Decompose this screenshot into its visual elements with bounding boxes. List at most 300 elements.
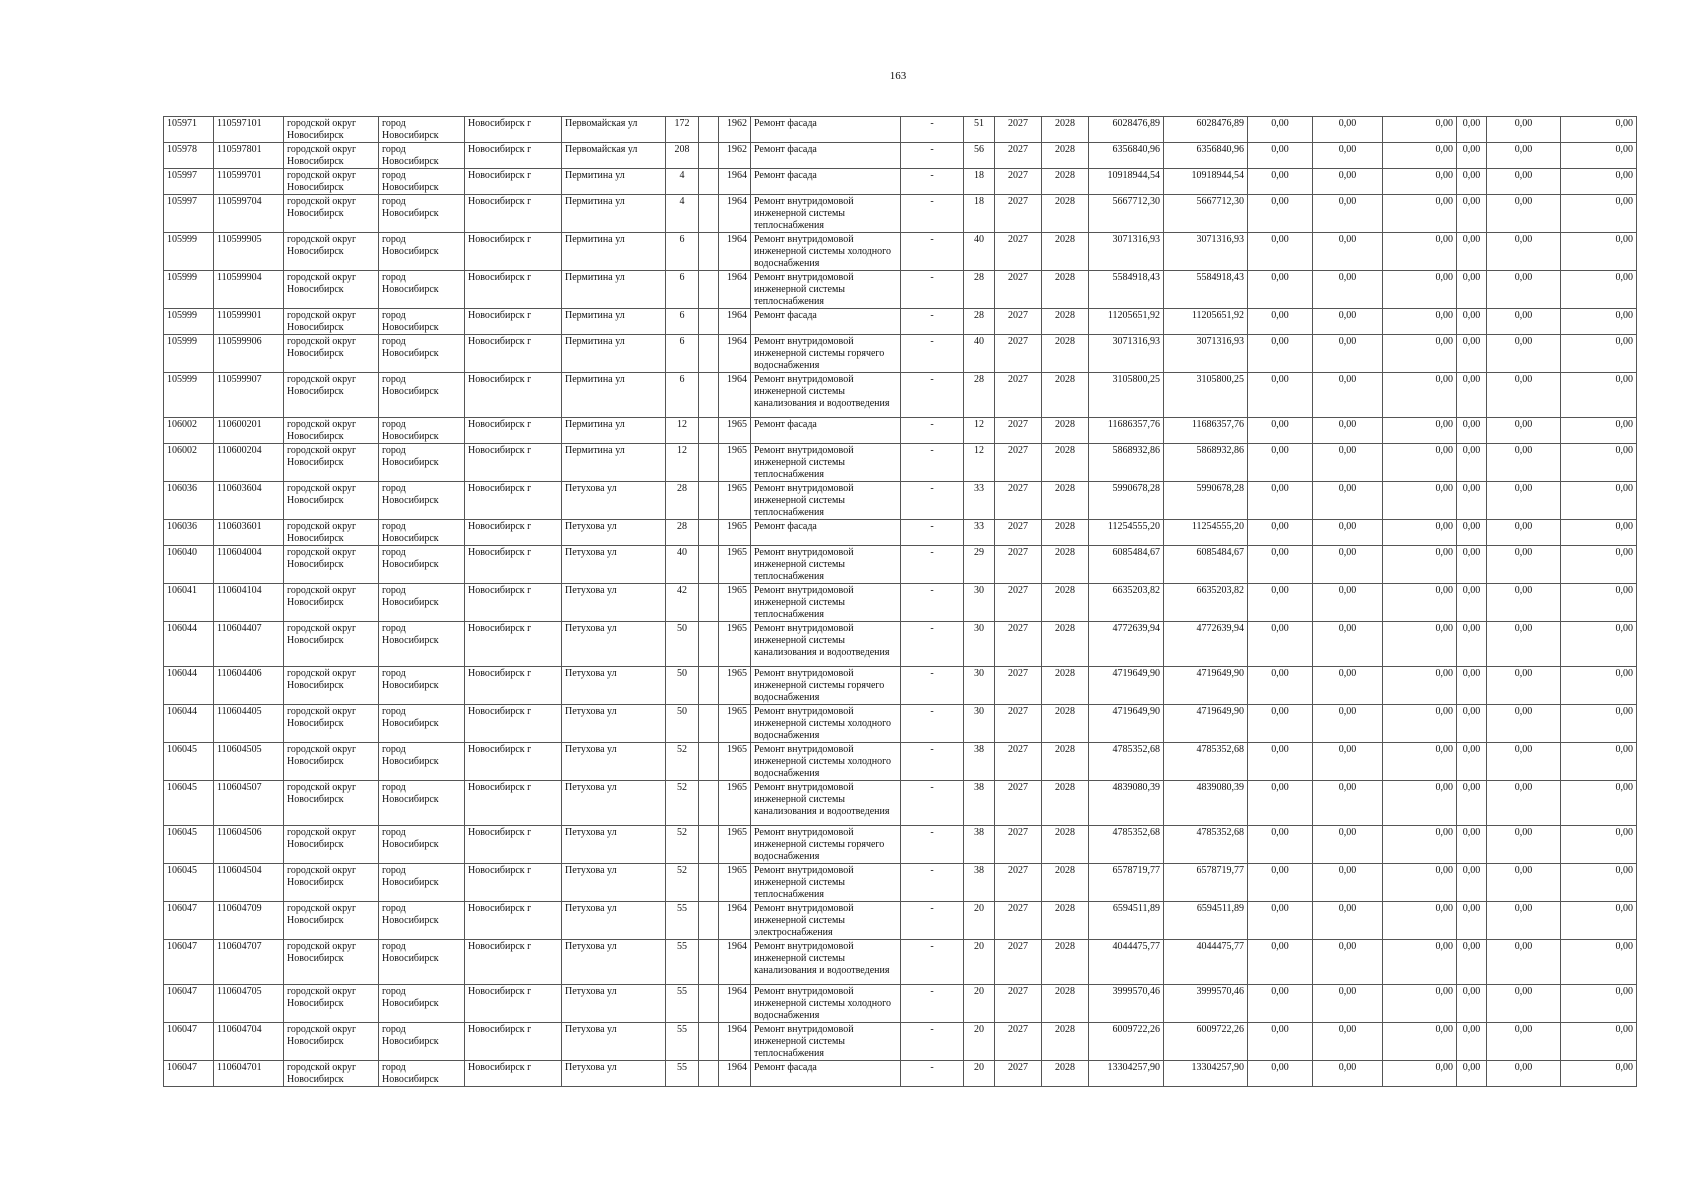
cell-build-year: 1964	[719, 1023, 751, 1061]
cell-city: Новосибирск г	[465, 1061, 562, 1087]
cell-house-id: 106045	[164, 864, 214, 902]
cell-cost-regional: 3999570,46	[1164, 985, 1248, 1023]
cell-work-type: Ремонт внутридомовой инженерной системы теплоснабжения	[751, 1023, 901, 1061]
cell-work-type: Ремонт внутридомовой инженерной системы теплоснабжения	[751, 271, 901, 309]
cell-build-year: 1964	[719, 195, 751, 233]
cell-cost-col-4: 0,00	[1457, 902, 1487, 940]
cell-build-year: 1965	[719, 520, 751, 546]
cell-cost-regional: 3105800,25	[1164, 373, 1248, 418]
cell-plan-start-year: 2027	[995, 667, 1042, 705]
cell-dash: -	[901, 271, 964, 309]
cell-street: Пермитина ул	[562, 418, 666, 444]
cell-cost-col-3: 0,00	[1383, 743, 1457, 781]
cell-work-id: 110604405	[214, 705, 284, 743]
cell-work-type: Ремонт внутридомовой инженерной системы теплоснабжения	[751, 195, 901, 233]
cell-house-number: 6	[666, 233, 699, 271]
cell-total-cost: 3999570,46	[1089, 985, 1164, 1023]
cell-cost-regional: 4772639,94	[1164, 622, 1248, 667]
cell-street: Пермитина ул	[562, 169, 666, 195]
cell-total-cost: 5584918,43	[1089, 271, 1164, 309]
cell-building	[699, 826, 719, 864]
cell-city: Новосибирск г	[465, 117, 562, 143]
cell-cost-col-3: 0,00	[1383, 781, 1457, 826]
cell-cost-col-4: 0,00	[1457, 169, 1487, 195]
cell-house-number: 55	[666, 940, 699, 985]
cell-total-cost: 11686357,76	[1089, 418, 1164, 444]
cell-house-number: 6	[666, 309, 699, 335]
cell-cost-col-3: 0,00	[1383, 667, 1457, 705]
cell-plan-end-year: 2028	[1042, 705, 1089, 743]
cell-cost-col-6: 0,00	[1561, 1023, 1637, 1061]
cell-cost-col-4: 0,00	[1457, 418, 1487, 444]
cell-plan-end-year: 2028	[1042, 826, 1089, 864]
cell-cost-col-3: 0,00	[1383, 169, 1457, 195]
page-number: 163	[889, 70, 907, 82]
cell-dash: -	[901, 117, 964, 143]
cell-house-id: 105999	[164, 233, 214, 271]
cell-wear-percent: 40	[964, 335, 995, 373]
cell-plan-end-year: 2028	[1042, 482, 1089, 520]
cell-cost-col-1: 0,00	[1248, 902, 1313, 940]
cell-cost-col-6: 0,00	[1561, 985, 1637, 1023]
cell-building	[699, 667, 719, 705]
cell-cost-col-1: 0,00	[1248, 1023, 1313, 1061]
cell-house-id: 106047	[164, 1061, 214, 1087]
cell-cost-col-3: 0,00	[1383, 233, 1457, 271]
cell-work-id: 110597101	[214, 117, 284, 143]
table-row	[164, 864, 1637, 902]
cell-house-number: 4	[666, 195, 699, 233]
cell-municipal-district: городской округ Новосибирск	[284, 622, 379, 667]
cell-wear-percent: 38	[964, 864, 995, 902]
cell-street: Первомайская ул	[562, 143, 666, 169]
cell-total-cost: 6578719,77	[1089, 864, 1164, 902]
cell-plan-start-year: 2027	[995, 584, 1042, 622]
cell-cost-col-6: 0,00	[1561, 195, 1637, 233]
cell-wear-percent: 30	[964, 584, 995, 622]
table-row	[164, 546, 1637, 584]
cell-cost-col-6: 0,00	[1561, 143, 1637, 169]
cell-house-id: 106044	[164, 667, 214, 705]
cell-municipal-district: городской округ Новосибирск	[284, 705, 379, 743]
cell-wear-percent: 28	[964, 373, 995, 418]
cell-cost-col-1: 0,00	[1248, 667, 1313, 705]
cell-plan-end-year: 2028	[1042, 233, 1089, 271]
cell-house-number: 52	[666, 743, 699, 781]
cell-settlement: город Новосибирск	[379, 195, 465, 233]
cell-street: Первомайская ул	[562, 117, 666, 143]
cell-cost-col-3: 0,00	[1383, 584, 1457, 622]
cell-street: Петухова ул	[562, 546, 666, 584]
cell-work-id: 110604705	[214, 985, 284, 1023]
cell-cost-col-3: 0,00	[1383, 940, 1457, 985]
cell-wear-percent: 56	[964, 143, 995, 169]
cell-plan-start-year: 2027	[995, 743, 1042, 781]
cell-cost-col-4: 0,00	[1457, 309, 1487, 335]
table-row	[164, 309, 1637, 335]
cell-cost-col-3: 0,00	[1383, 622, 1457, 667]
cell-settlement: город Новосибирск	[379, 482, 465, 520]
cell-cost-regional: 13304257,90	[1164, 1061, 1248, 1087]
cell-build-year: 1962	[719, 143, 751, 169]
cell-plan-start-year: 2027	[995, 985, 1042, 1023]
cell-municipal-district: городской округ Новосибирск	[284, 1061, 379, 1087]
cell-cost-col-6: 0,00	[1561, 444, 1637, 482]
cell-cost-regional: 6028476,89	[1164, 117, 1248, 143]
cell-municipal-district: городской округ Новосибирск	[284, 143, 379, 169]
cell-municipal-district: городской округ Новосибирск	[284, 743, 379, 781]
cell-cost-col-6: 0,00	[1561, 864, 1637, 902]
table-row	[164, 584, 1637, 622]
cell-house-number: 52	[666, 864, 699, 902]
cell-cost-col-6: 0,00	[1561, 373, 1637, 418]
cell-total-cost: 5990678,28	[1089, 482, 1164, 520]
cell-plan-end-year: 2028	[1042, 117, 1089, 143]
cell-plan-start-year: 2027	[995, 520, 1042, 546]
cell-work-id: 110604406	[214, 667, 284, 705]
cell-wear-percent: 30	[964, 667, 995, 705]
cell-street: Пермитина ул	[562, 373, 666, 418]
cell-cost-col-2: 0,00	[1313, 335, 1383, 373]
cell-cost-col-5: 0,00	[1487, 667, 1561, 705]
cell-house-id: 106040	[164, 546, 214, 584]
cell-cost-col-6: 0,00	[1561, 940, 1637, 985]
table-row	[164, 705, 1637, 743]
cell-wear-percent: 28	[964, 271, 995, 309]
cell-cost-col-1: 0,00	[1248, 309, 1313, 335]
cell-wear-percent: 33	[964, 520, 995, 546]
cell-dash: -	[901, 826, 964, 864]
cell-build-year: 1965	[719, 418, 751, 444]
cell-building	[699, 143, 719, 169]
cell-plan-start-year: 2027	[995, 373, 1042, 418]
cell-cost-regional: 11205651,92	[1164, 309, 1248, 335]
cell-building	[699, 743, 719, 781]
cell-city: Новосибирск г	[465, 940, 562, 985]
cell-cost-col-5: 0,00	[1487, 520, 1561, 546]
cell-cost-col-6: 0,00	[1561, 1061, 1637, 1087]
cell-total-cost: 6356840,96	[1089, 143, 1164, 169]
cell-build-year: 1964	[719, 169, 751, 195]
cell-cost-col-6: 0,00	[1561, 520, 1637, 546]
cell-building	[699, 482, 719, 520]
cell-building	[699, 169, 719, 195]
table-row	[164, 143, 1637, 169]
cell-street: Петухова ул	[562, 622, 666, 667]
cell-cost-col-3: 0,00	[1383, 826, 1457, 864]
cell-building	[699, 418, 719, 444]
cell-dash: -	[901, 667, 964, 705]
cell-house-id: 105997	[164, 169, 214, 195]
cell-cost-col-1: 0,00	[1248, 584, 1313, 622]
cell-municipal-district: городской округ Новосибирск	[284, 985, 379, 1023]
cell-house-number: 40	[666, 546, 699, 584]
cell-cost-col-4: 0,00	[1457, 520, 1487, 546]
cell-total-cost: 6009722,26	[1089, 1023, 1164, 1061]
cell-cost-col-2: 0,00	[1313, 373, 1383, 418]
cell-build-year: 1965	[719, 444, 751, 482]
cell-building	[699, 1061, 719, 1087]
cell-cost-col-1: 0,00	[1248, 864, 1313, 902]
cell-cost-col-4: 0,00	[1457, 271, 1487, 309]
cell-cost-col-2: 0,00	[1313, 309, 1383, 335]
cell-work-type: Ремонт фасада	[751, 1061, 901, 1087]
cell-cost-col-1: 0,00	[1248, 271, 1313, 309]
cell-municipal-district: городской округ Новосибирск	[284, 335, 379, 373]
cell-cost-col-3: 0,00	[1383, 373, 1457, 418]
cell-street: Петухова ул	[562, 705, 666, 743]
cell-house-number: 12	[666, 444, 699, 482]
cell-wear-percent: 20	[964, 1023, 995, 1061]
cell-plan-start-year: 2027	[995, 482, 1042, 520]
cell-cost-col-6: 0,00	[1561, 781, 1637, 826]
cell-dash: -	[901, 233, 964, 271]
cell-street: Петухова ул	[562, 902, 666, 940]
cell-wear-percent: 20	[964, 940, 995, 985]
cell-settlement: город Новосибирск	[379, 233, 465, 271]
cell-cost-col-6: 0,00	[1561, 902, 1637, 940]
cell-cost-col-6: 0,00	[1561, 622, 1637, 667]
cell-dash: -	[901, 444, 964, 482]
cell-work-type: Ремонт фасада	[751, 117, 901, 143]
cell-cost-col-1: 0,00	[1248, 335, 1313, 373]
cell-cost-col-4: 0,00	[1457, 546, 1487, 584]
cell-dash: -	[901, 373, 964, 418]
cell-cost-col-4: 0,00	[1457, 1061, 1487, 1087]
cell-cost-regional: 11254555,20	[1164, 520, 1248, 546]
table-row	[164, 520, 1637, 546]
cell-cost-col-1: 0,00	[1248, 705, 1313, 743]
cell-house-number: 50	[666, 705, 699, 743]
cell-wear-percent: 38	[964, 781, 995, 826]
cell-street: Петухова ул	[562, 482, 666, 520]
cell-total-cost: 6028476,89	[1089, 117, 1164, 143]
cell-work-id: 110599904	[214, 271, 284, 309]
cell-cost-col-3: 0,00	[1383, 195, 1457, 233]
cell-total-cost: 13304257,90	[1089, 1061, 1164, 1087]
cell-cost-col-5: 0,00	[1487, 826, 1561, 864]
cell-plan-end-year: 2028	[1042, 743, 1089, 781]
cell-cost-col-4: 0,00	[1457, 444, 1487, 482]
cell-street: Пермитина ул	[562, 335, 666, 373]
cell-house-number: 6	[666, 335, 699, 373]
cell-work-type: Ремонт внутридомовой инженерной системы холодного водоснабжения	[751, 985, 901, 1023]
cell-house-id: 105999	[164, 373, 214, 418]
cell-cost-col-1: 0,00	[1248, 169, 1313, 195]
cell-building	[699, 373, 719, 418]
table-row	[164, 335, 1637, 373]
cell-cost-col-5: 0,00	[1487, 335, 1561, 373]
cell-house-id: 106047	[164, 985, 214, 1023]
cell-city: Новосибирск г	[465, 781, 562, 826]
cell-plan-start-year: 2027	[995, 1023, 1042, 1061]
cell-cost-regional: 3071316,93	[1164, 233, 1248, 271]
cell-house-id: 106045	[164, 743, 214, 781]
cell-cost-col-6: 0,00	[1561, 309, 1637, 335]
cell-plan-end-year: 2028	[1042, 520, 1089, 546]
cell-cost-col-4: 0,00	[1457, 143, 1487, 169]
cell-municipal-district: городской округ Новосибирск	[284, 520, 379, 546]
cell-cost-regional: 5868932,86	[1164, 444, 1248, 482]
cell-total-cost: 4772639,94	[1089, 622, 1164, 667]
cell-street: Пермитина ул	[562, 233, 666, 271]
cell-house-id: 105999	[164, 309, 214, 335]
cell-cost-col-5: 0,00	[1487, 864, 1561, 902]
cell-dash: -	[901, 418, 964, 444]
cell-city: Новосибирск г	[465, 520, 562, 546]
cell-build-year: 1962	[719, 117, 751, 143]
cell-plan-end-year: 2028	[1042, 864, 1089, 902]
cell-cost-col-3: 0,00	[1383, 546, 1457, 584]
cell-plan-end-year: 2028	[1042, 667, 1089, 705]
table-body	[164, 117, 1637, 1087]
cell-cost-col-1: 0,00	[1248, 520, 1313, 546]
cell-build-year: 1965	[719, 546, 751, 584]
cell-cost-col-5: 0,00	[1487, 940, 1561, 985]
cell-city: Новосибирск г	[465, 444, 562, 482]
cell-cost-col-2: 0,00	[1313, 584, 1383, 622]
cell-work-type: Ремонт фасада	[751, 169, 901, 195]
cell-municipal-district: городской округ Новосибирск	[284, 1023, 379, 1061]
cell-cost-col-6: 0,00	[1561, 169, 1637, 195]
cell-cost-col-1: 0,00	[1248, 781, 1313, 826]
cell-plan-start-year: 2027	[995, 444, 1042, 482]
cell-cost-col-5: 0,00	[1487, 584, 1561, 622]
cell-building	[699, 985, 719, 1023]
cell-wear-percent: 30	[964, 622, 995, 667]
cell-work-id: 110599905	[214, 233, 284, 271]
cell-work-type: Ремонт внутридомовой инженерной системы канализования и водоотведения	[751, 373, 901, 418]
cell-cost-col-5: 0,00	[1487, 143, 1561, 169]
cell-municipal-district: городской округ Новосибирск	[284, 444, 379, 482]
cell-street: Пермитина ул	[562, 195, 666, 233]
cell-cost-regional: 10918944,54	[1164, 169, 1248, 195]
cell-cost-col-5: 0,00	[1487, 444, 1561, 482]
cell-cost-col-5: 0,00	[1487, 743, 1561, 781]
cell-cost-regional: 6009722,26	[1164, 1023, 1248, 1061]
cell-building	[699, 520, 719, 546]
cell-work-type: Ремонт внутридомовой инженерной системы канализования и водоотведения	[751, 940, 901, 985]
cell-cost-col-2: 0,00	[1313, 902, 1383, 940]
cell-settlement: город Новосибирск	[379, 622, 465, 667]
cell-work-type: Ремонт фасада	[751, 143, 901, 169]
cell-house-id: 106045	[164, 826, 214, 864]
cell-city: Новосибирск г	[465, 271, 562, 309]
cell-work-id: 110603604	[214, 482, 284, 520]
cell-settlement: город Новосибирск	[379, 309, 465, 335]
table-row	[164, 743, 1637, 781]
cell-cost-col-2: 0,00	[1313, 233, 1383, 271]
cell-work-type: Ремонт фасада	[751, 418, 901, 444]
cell-cost-col-2: 0,00	[1313, 743, 1383, 781]
cell-settlement: город Новосибирск	[379, 373, 465, 418]
cell-cost-col-6: 0,00	[1561, 335, 1637, 373]
cell-cost-col-1: 0,00	[1248, 482, 1313, 520]
cell-cost-col-2: 0,00	[1313, 667, 1383, 705]
cell-work-id: 110604505	[214, 743, 284, 781]
cell-total-cost: 6594511,89	[1089, 902, 1164, 940]
cell-house-id: 105971	[164, 117, 214, 143]
cell-plan-end-year: 2028	[1042, 584, 1089, 622]
cell-settlement: город Новосибирск	[379, 902, 465, 940]
cell-settlement: город Новосибирск	[379, 985, 465, 1023]
cell-build-year: 1965	[719, 667, 751, 705]
cell-wear-percent: 29	[964, 546, 995, 584]
cell-cost-col-4: 0,00	[1457, 373, 1487, 418]
cell-cost-col-6: 0,00	[1561, 705, 1637, 743]
cell-cost-col-4: 0,00	[1457, 940, 1487, 985]
cell-house-id: 105978	[164, 143, 214, 169]
cell-house-number: 55	[666, 1023, 699, 1061]
cell-cost-col-6: 0,00	[1561, 826, 1637, 864]
table-row	[164, 482, 1637, 520]
cell-house-number: 50	[666, 622, 699, 667]
cell-cost-col-5: 0,00	[1487, 195, 1561, 233]
cell-city: Новосибирск г	[465, 705, 562, 743]
cell-street: Петухова ул	[562, 826, 666, 864]
cell-total-cost: 5667712,30	[1089, 195, 1164, 233]
cell-work-id: 110604407	[214, 622, 284, 667]
cell-street: Петухова ул	[562, 940, 666, 985]
cell-plan-start-year: 2027	[995, 335, 1042, 373]
cell-cost-col-5: 0,00	[1487, 309, 1561, 335]
cell-cost-col-2: 0,00	[1313, 169, 1383, 195]
cell-settlement: город Новосибирск	[379, 418, 465, 444]
cell-work-type: Ремонт внутридомовой инженерной системы горячего водоснабжения	[751, 826, 901, 864]
cell-dash: -	[901, 520, 964, 546]
cell-plan-start-year: 2027	[995, 195, 1042, 233]
cell-dash: -	[901, 781, 964, 826]
cell-cost-col-5: 0,00	[1487, 705, 1561, 743]
cell-total-cost: 3071316,93	[1089, 335, 1164, 373]
cell-cost-col-4: 0,00	[1457, 985, 1487, 1023]
cell-city: Новосибирск г	[465, 667, 562, 705]
cell-cost-col-3: 0,00	[1383, 1061, 1457, 1087]
cell-plan-end-year: 2028	[1042, 444, 1089, 482]
cell-plan-start-year: 2027	[995, 117, 1042, 143]
repair-registry-table	[163, 116, 1637, 1087]
cell-build-year: 1964	[719, 335, 751, 373]
cell-house-number: 172	[666, 117, 699, 143]
cell-cost-regional: 4719649,90	[1164, 705, 1248, 743]
cell-cost-col-4: 0,00	[1457, 195, 1487, 233]
table-row	[164, 169, 1637, 195]
cell-plan-end-year: 2028	[1042, 1023, 1089, 1061]
cell-settlement: город Новосибирск	[379, 117, 465, 143]
cell-build-year: 1965	[719, 705, 751, 743]
cell-street: Пермитина ул	[562, 444, 666, 482]
cell-plan-start-year: 2027	[995, 418, 1042, 444]
cell-street: Петухова ул	[562, 743, 666, 781]
cell-settlement: город Новосибирск	[379, 864, 465, 902]
cell-cost-col-2: 0,00	[1313, 1061, 1383, 1087]
cell-work-type: Ремонт фасада	[751, 309, 901, 335]
cell-work-type: Ремонт внутридомовой инженерной системы холодного водоснабжения	[751, 743, 901, 781]
cell-work-type: Ремонт внутридомовой инженерной системы теплоснабжения	[751, 864, 901, 902]
cell-cost-col-2: 0,00	[1313, 546, 1383, 584]
cell-cost-col-5: 0,00	[1487, 169, 1561, 195]
cell-building	[699, 584, 719, 622]
cell-cost-col-3: 0,00	[1383, 335, 1457, 373]
cell-dash: -	[901, 743, 964, 781]
cell-work-id: 110604704	[214, 1023, 284, 1061]
cell-work-id: 110599901	[214, 309, 284, 335]
cell-build-year: 1965	[719, 743, 751, 781]
cell-cost-regional: 6635203,82	[1164, 584, 1248, 622]
cell-street: Петухова ул	[562, 520, 666, 546]
cell-house-number: 6	[666, 373, 699, 418]
cell-city: Новосибирск г	[465, 584, 562, 622]
